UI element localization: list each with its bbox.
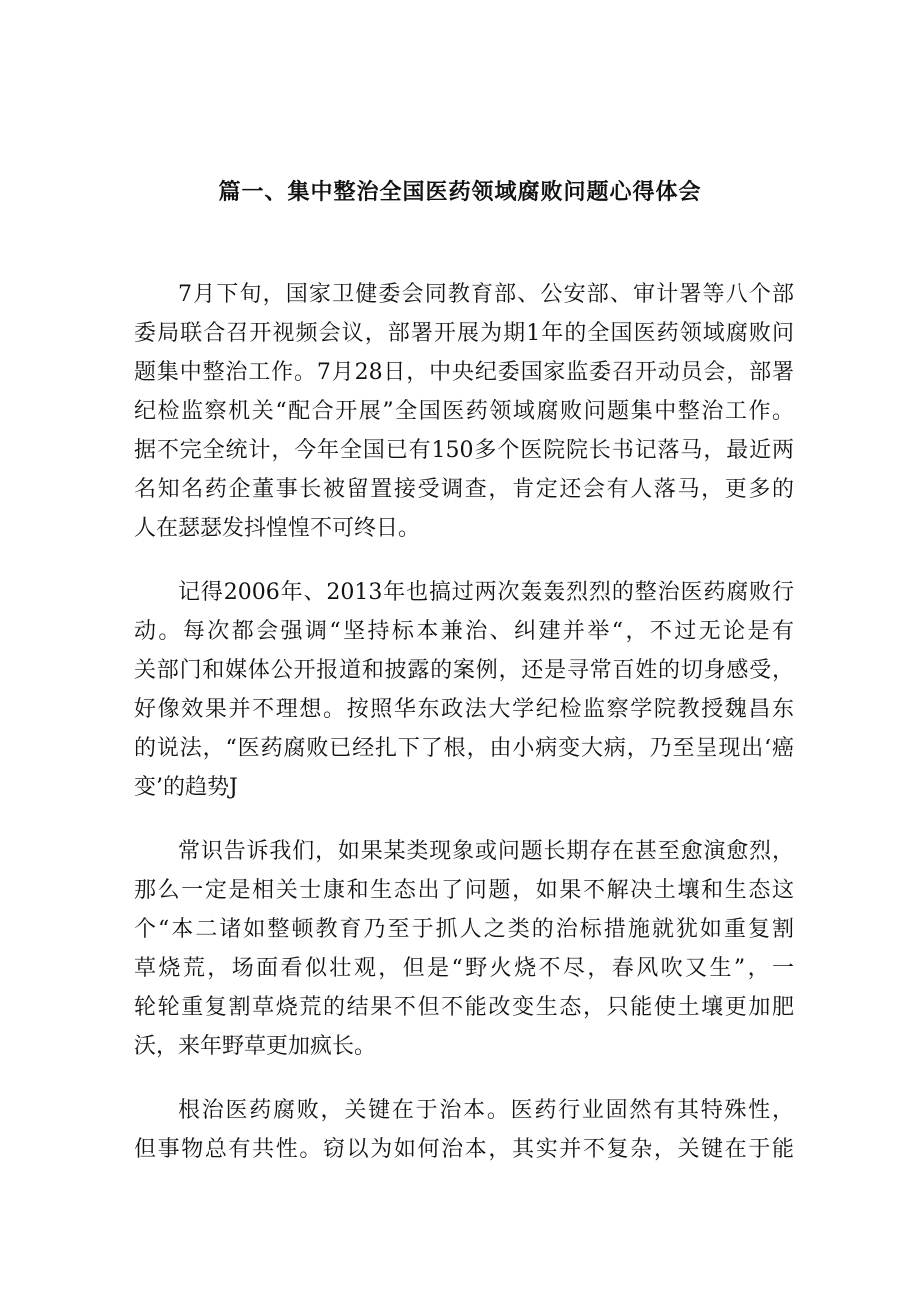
paragraph-1-line-4: 纪检监察机关“配合开展”全国医药领域腐败问题集中整治工作。 — [134, 399, 794, 424]
paragraph-2-line-5: 的说法，“医药腐败已经扎下了根，由小病变大病，乃至呈现出‘癌 — [134, 736, 794, 761]
paragraph-2-line-3: 关部门和媒体公开报道和披露的案例，还是寻常百姓的切身感受， — [134, 658, 794, 683]
paragraph-1-line-3: 题集中整治工作。7月28日，中央纪委国家监委召开动员会，部署 — [134, 360, 794, 385]
paragraph-3-line-1: 常识告诉我们，如果某类现象或问题长期存在甚至愈演愈烈， — [178, 839, 794, 864]
paragraph-3-line-6: 沃，来年野草更加疯长。 — [134, 1034, 377, 1059]
paragraph-2-line-4: 好像效果并不理想。按照华东政法大学纪检监察学院教授魏昌东 — [134, 697, 794, 722]
paragraph-3-line-2: 那么一定是相关士康和生态出了问题，如果不解决土壤和生态这 — [134, 878, 794, 903]
paragraph-3-line-4: 草烧荒，场面看似壮观，但是“野火烧不尽，春风吹又生”，一 — [134, 956, 794, 981]
paragraph-1-line-5: 据不完全统计，今年全国已有150多个医院院长书记落马，最近两 — [134, 438, 794, 463]
paragraph-1-line-1: 7月下旬，国家卫健委会同教育部、公安部、审计署等八个部 — [178, 282, 794, 307]
paragraph-4-line-1: 根治医药腐败，关键在于治本。医药行业固然有其特殊性， — [178, 1098, 794, 1123]
paragraph-2-line-6: 变’的趋势J — [134, 775, 238, 800]
document-title: 篇一、集中整治全国医药领域腐败问题心得体会 — [218, 179, 702, 205]
paragraph-1-line-7: 人在瑟瑟发抖惶惶不可终日。 — [134, 516, 421, 541]
paragraph-3-line-3: 个“本二诸如整顿教育乃至于抓人之类的治标措施就犹如重复割 — [134, 917, 794, 942]
paragraph-2-line-2: 动。每次都会强调“坚持标本兼治、纠建并举“，不过无论是有 — [134, 619, 794, 644]
paragraph-2-line-1: 记得2006年、2013年也搞过两次轰轰烈烈的整治医药腐败行 — [178, 580, 794, 605]
paragraph-1-line-6: 名知名药企董事长被留置接受调查，肯定还会有人落马，更多的 — [134, 477, 794, 502]
paragraph-1-line-2: 委局联合召开视频会议，部署开展为期1年的全国医药领域腐败问 — [134, 321, 794, 346]
paragraph-4-line-2: 但事物总有共性。窃以为如何治本，其实并不复杂，关键在于能 — [134, 1137, 794, 1162]
paragraph-3-line-5: 轮轮重复割草烧荒的结果不但不能改变生态，只能使土壤更加肥 — [134, 995, 794, 1020]
